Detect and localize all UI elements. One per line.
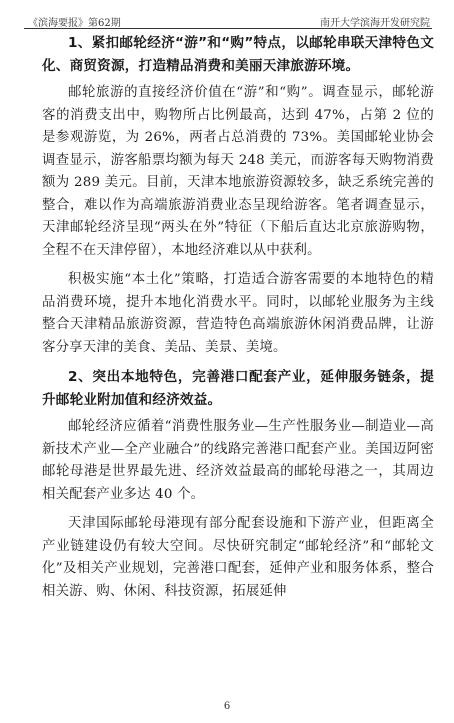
page-number: 6 — [223, 701, 231, 712]
paragraph-2: 积极实施“本土化”策略，打造适合游客需要的本地特色的精品消费环境，提升本地化消费水平。同时，以邮轮业服务为主线整合天津精品旅游资源，营造特色高端旅游休闲消费品牌，让游客分享天津的美食、美品、美景、美境。 — [42, 272, 434, 355]
paragraph-3: 邮轮经济应循着“消费性服务业—生产性服务业—制造业—高新技术产业—全产业融合”的线路完善港口配套产业。美国迈阿密邮轮母港是世界最先进、经济效益最高的邮轮母港之一，其周边相关配套产业多达 40 个。 — [42, 419, 434, 502]
article-body — [42, 32, 434, 603]
institution-label: 南开大学滨海开发研究院 — [320, 18, 430, 29]
paragraph-1: 邮轮旅游的直接经济价值在“游”和“购”。调查显示，邮轮游客的消费支出中，购物所占比例最高，达到 47%，占第 2 位的是参观游览，为 26%，两者占总消费的 73%。美国邮轮业协会调查显示，游客船票均额为每天 248 美元，而游客每天购物消费额为 289 美元。目前，天津本地旅游资源较多，缺乏系统完善的整合，难以作为高端旅游消费业态呈现给游客。笔者调查显示，天津邮轮经济呈现“两头在外”特征（下船后直达北京旅游购物，全程不在天津停留），本地经济难以从中获利。 — [42, 85, 434, 258]
paragraph-4: 天津国际邮轮母港现有部分配套设施和下游产业，但距离全产业链建设仍有较大空间。尽快研究制定“邮轮经济”和“邮轮文化”及相关产业规划，完善港口配套，延伸产业和服务体系，整合相关游、购、休闲、科技资源，拓展延伸 — [42, 516, 434, 599]
page-header — [24, 8, 432, 29]
section-heading-1: 1、紧扣邮轮经济“游”和“购”特点，以邮轮串联天津特色文化、商贸资源，打造精品消费和美丽天津旅游环境。 — [42, 35, 434, 74]
section-heading-2: 2、突出本地特色，完善港口配套产业，延伸服务链条，提升邮轮业附加值和经济效益。 — [42, 369, 434, 408]
journal-issue-label: 《滨海要报》第62期 — [28, 18, 121, 29]
